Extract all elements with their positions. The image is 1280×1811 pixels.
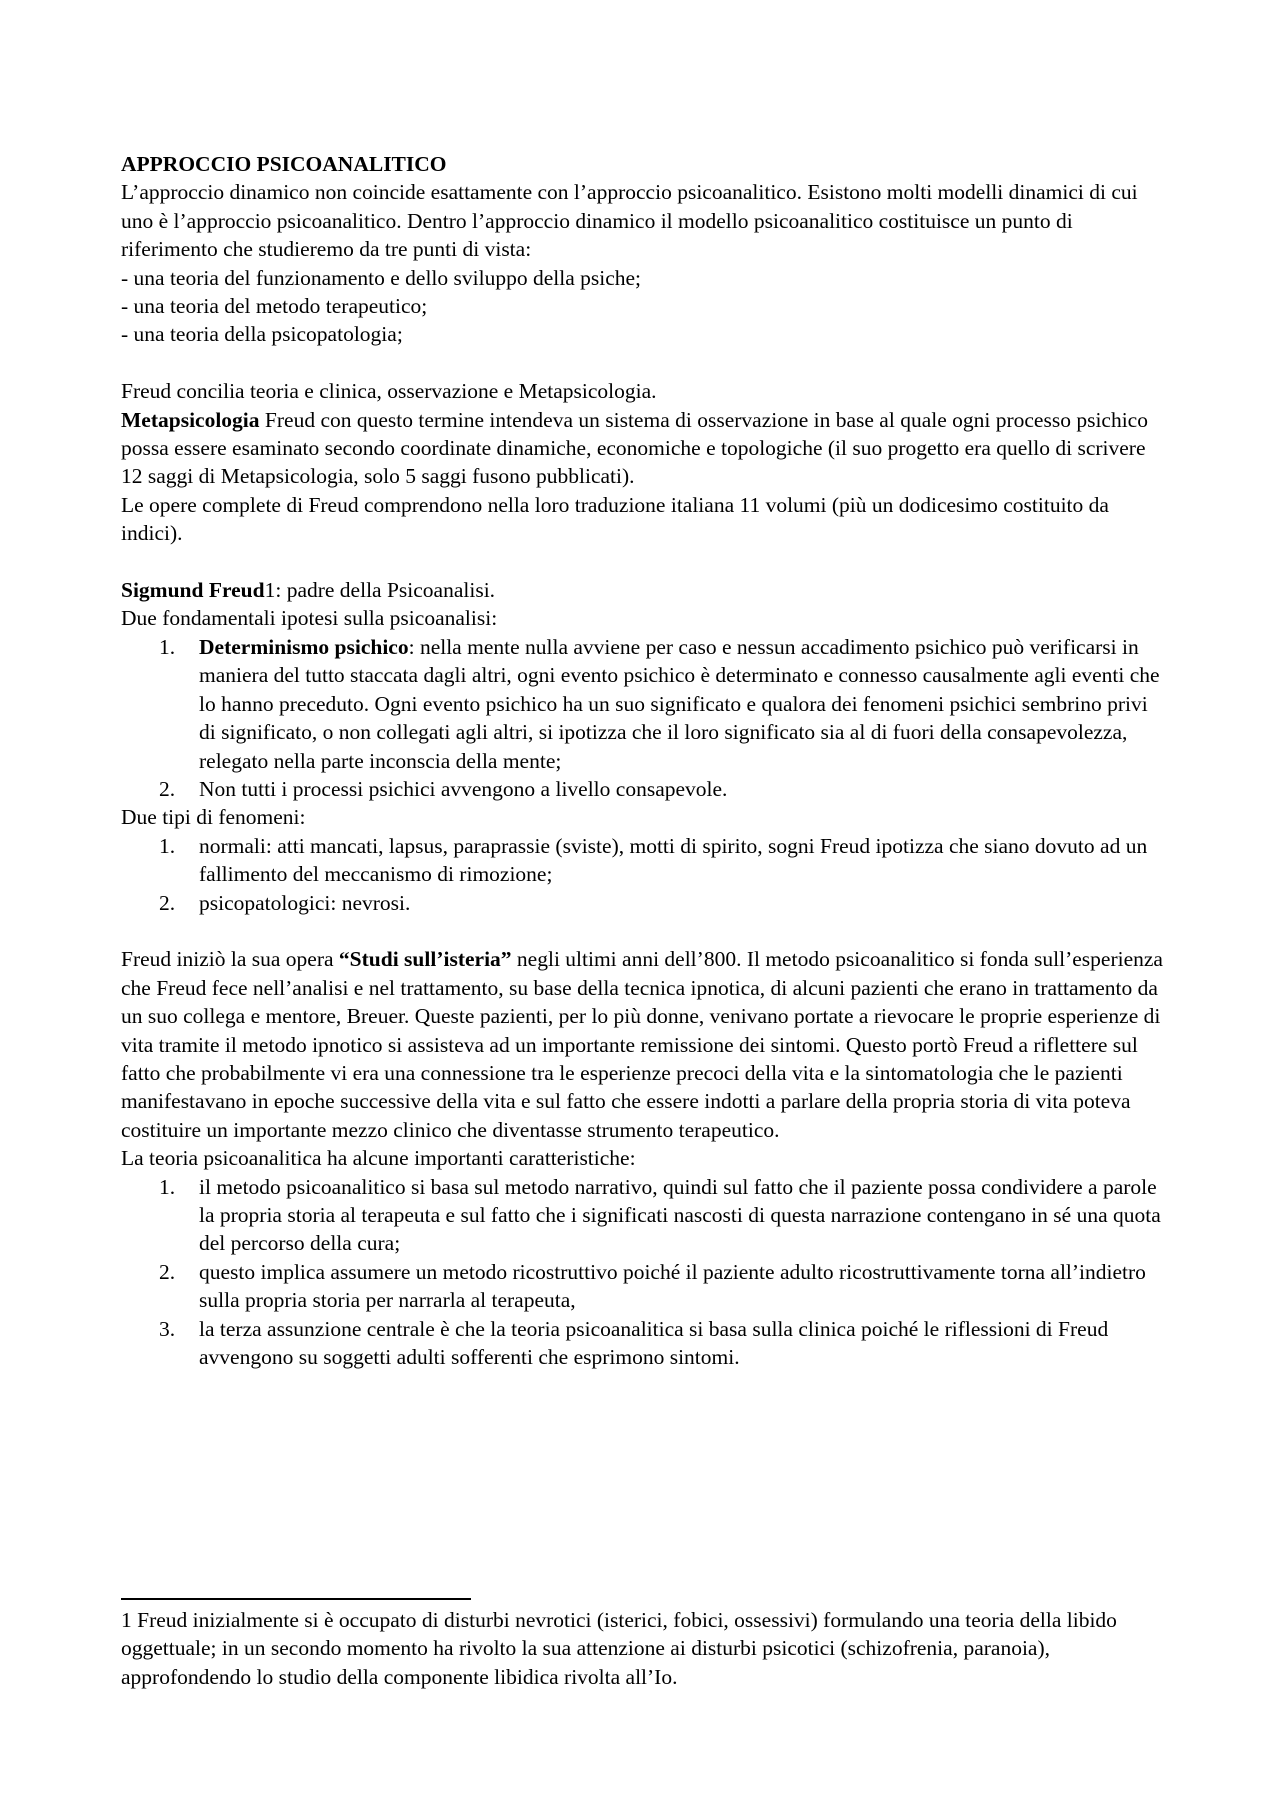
list-item <box>121 832 1166 889</box>
list-item <box>121 1315 1166 1372</box>
list-number: 2. <box>159 776 176 801</box>
list-item <box>121 775 1166 803</box>
sigmund-text: : padre della Psicoanalisi. <box>275 578 496 603</box>
page-title: APPROCCIO PSICOANALITICO <box>121 152 447 176</box>
footnote-text: 1 Freud inizialmente si è occupato di disturbi nevrotici (isterici, fobici, ossessivi) formulando una teoria della libido oggettuale; in un secondo momento ha rivolto la sua attenzione ai disturbi psicotici (schizofrenia, paranoia), approfondendo lo studio della componente libidica rivolta all’Io. <box>121 1608 1117 1689</box>
footnote-ref: 1 <box>264 578 276 603</box>
document-body <box>121 150 1166 1371</box>
intro-paragraph: L’approccio dinamico non coincide esattamente con l’approccio psicoanalitico. Esistono molti modelli dinamici di cui uno è l’approccio psicoanalitico. Dentro l’approccio dinamico il modello psicoanalitico costituisce un punto di riferimento che studieremo da tre punti di vista: <box>121 180 1138 262</box>
ipotesi-list <box>121 633 1166 803</box>
footnote <box>121 1598 1166 1691</box>
list-item-bold: Determinismo psichico <box>199 634 409 659</box>
list-number: 1. <box>159 634 176 659</box>
studi-after: negli ultimi anni dell’800. Il metodo psicoanalitico si fonda sull’esperienza che Freud fece nell’analisi e nel trattamento, su base della tecnica ipnotica, di alcuni pazienti che erano in trattamento da un suo collega e mentore, Breuer. Queste pazienti, per lo più donne, venivano portate a rievocare le proprie esperienze di vita tramite il metodo ipnotico si assisteva ad un importante remissione dei sintomi. Questo portò Freud a riflettere sul fatto che probabilmente vi era una connessione tra le esperienze precoci della vita e la sintomatologia che le pazienti manifestavano in epoche successive della vita e sul fatto che essere indotti a parlare della propria storia di vita poteva costituire un importante mezzo clinico che diventasse strumento terapeutico. <box>121 947 1163 1142</box>
list-item <box>121 1258 1166 1315</box>
list-item-text: la terza assunzione centrale è che la teoria psicoanalitica si basa sulla clinica poiché le riflessioni di Freud avvengono su soggetti adulti sofferenti che esprimono sintomi. <box>199 1316 1109 1370</box>
studi-before: Freud iniziò la sua opera <box>121 947 339 972</box>
footnote-separator <box>121 1598 471 1600</box>
metapsicologia-term: Metapsicologia <box>121 407 260 432</box>
paragraph-gap <box>121 349 1166 377</box>
list-item <box>121 1173 1166 1258</box>
metapsicologia-text: Freud con questo termine intendeva un sistema di osservazione in base al quale ogni processo psichico possa essere esaminato secondo coordinate dinamiche, economiche e topologiche (il suo progetto era quello di scrivere 12 saggi di Metapsicologia, solo 5 saggi fusono pubblicati). <box>121 407 1148 489</box>
metapsicologia-paragraph <box>121 406 1166 491</box>
intro-point-3: - una teoria della psicopatologia; <box>121 322 403 347</box>
list-item-text: Non tutti i processi psichici avvengono a livello consapevole. <box>199 776 728 801</box>
list-number: 2. <box>159 1259 176 1284</box>
intro-point-1: - una teoria del funzionamento e dello sviluppo della psiche; <box>121 265 642 290</box>
paragraph-gap <box>121 548 1166 576</box>
caratteristiche-list <box>121 1173 1166 1372</box>
intro-point-2: - una teoria del metodo terapeutico; <box>121 294 428 319</box>
sigmund-name: Sigmund Freud <box>121 578 265 603</box>
list-item-text: : nella mente nulla avviene per caso e nessun accadimento psichico può verificarsi in maniera del tutto staccata dagli altri, ogni evento psichico è determinato e connesso causalmente agli eventi che lo hanno preceduto. Ogni evento psichico ha un suo significato e qualora dei fenomeni psichici sembrino privi di significato, o non collegati agli altri, si ipotizza che il loro significato sia al di fuori della consapevolezza, relegato nella parte inconscia della mente; <box>199 634 1160 773</box>
list-item-text: questo implica assumere un metodo ricostruttivo poiché il paziente adulto ricostruttivamente torna all’indietro sulla propria storia per narrarla al terapeuta, <box>199 1259 1146 1313</box>
opere-paragraph: Le opere complete di Freud comprendono nella loro traduzione italiana 11 volumi (più un dodicesimo costituito da indici). <box>121 492 1109 546</box>
list-number: 1. <box>159 833 176 858</box>
paragraph-gap <box>121 917 1166 945</box>
fenomeni-intro: Due tipi di fenomeni: <box>121 805 306 830</box>
studi-title: “Studi sull’isteria” <box>338 947 512 972</box>
sigmund-paragraph <box>121 576 1166 604</box>
studi-paragraph <box>121 945 1166 1144</box>
caratteristiche-intro: La teoria psicoanalitica ha alcune importanti caratteristiche: <box>121 1146 636 1171</box>
fenomeni-list <box>121 832 1166 917</box>
list-item-text: psicopatologici: nevrosi. <box>199 890 411 915</box>
list-item-text: il metodo psicoanalitico si basa sul metodo narrativo, quindi sul fatto che il paziente possa condividere a parole la propria storia al terapeuta e sul fatto che i significati nascosti di questa narrazione contengano in sé una quota del percorso della cura; <box>199 1174 1161 1256</box>
list-number: 2. <box>159 890 176 915</box>
list-item <box>121 633 1166 775</box>
ipotesi-intro: Due fondamentali ipotesi sulla psicoanalisi: <box>121 606 498 631</box>
freud-concilia-paragraph: Freud concilia teoria e clinica, osservazione e Metapsicologia. <box>121 379 657 404</box>
list-item-text: normali: atti mancati, lapsus, paraprassie (sviste), motti di spirito, sogni Freud ipotizza che siano dovuto ad un fallimento del meccanismo di rimozione; <box>199 833 1148 887</box>
list-item <box>121 889 1166 917</box>
list-number: 1. <box>159 1174 176 1199</box>
list-number: 3. <box>159 1316 176 1341</box>
